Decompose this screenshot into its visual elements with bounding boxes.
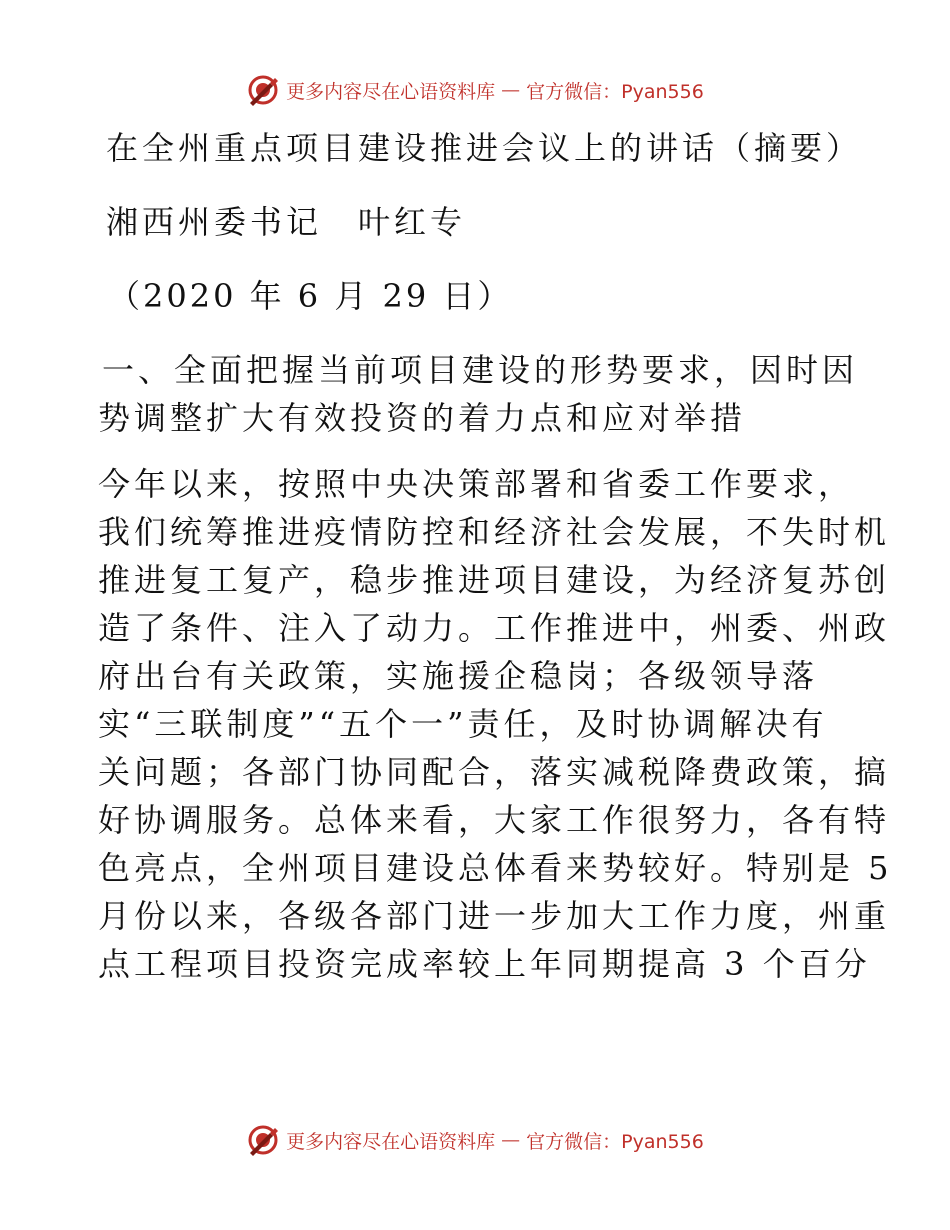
document-date: （2020 年 6 月 29 日） [108,277,513,315]
paragraph-line: 造了条件、注入了动力。工作推进中，州委、州政 [98,609,891,647]
body-paragraph [98,460,893,988]
paragraph-line: 我们统筹推进疫情防控和经济社会发展，不失时机 [98,513,891,551]
paragraph-line: 点工程项目投资完成率较上年同期提高 3 个百分 [98,945,871,983]
watermark-separator: — [501,1129,521,1151]
paragraph-line: 推进复工复产，稳步推进项目建设，为经济复苏创 [98,561,891,599]
paragraph-line: 好协调服务。总体来看，大家工作很努力，各有特 [98,801,891,839]
watermark-wechat-text: 官方微信：Pyan556 [526,1130,704,1153]
pen-logo-icon [246,73,280,107]
paragraph-line: 关问题；各部门协同配合，落实减税降费政策，搞 [98,753,891,791]
watermark-wechat-text: 官方微信：Pyan556 [526,80,704,103]
paragraph-line: 实“三联制度”“五个一”责任，及时协调解决有 [98,705,828,743]
document-title: 在全州重点项目建设推进会议上的讲话（摘要） [106,129,863,167]
paragraph-line: 色亮点，全州项目建设总体看来势较好。特别是 5 [98,849,893,887]
paragraph-line: 月份以来，各级各部门进一步加大工作力度，州重 [98,897,891,935]
section-heading-line: 势调整扩大有效投资的着力点和应对举措 [98,399,747,437]
pen-logo-icon [246,1123,280,1157]
document-author: 湘西州委书记 叶红专 [106,203,467,241]
paragraph-line: 今年以来，按照中央决策部署和省委工作要求， [98,465,855,503]
section-heading [98,346,859,442]
document-body [98,124,893,988]
paragraph-line: 府出台有关政策，实施援企稳岗；各级领导落 [98,657,819,695]
watermark-brand-text: 更多内容尽在心语资料库 [286,1130,496,1153]
watermark-banner-top [0,70,950,110]
section-heading-line: 一、全面把握当前项目建设的形势要求，因时因 [102,351,859,389]
watermark-separator: — [501,79,521,101]
watermark-banner-bottom [0,1120,950,1160]
watermark-brand-text: 更多内容尽在心语资料库 [286,80,496,103]
